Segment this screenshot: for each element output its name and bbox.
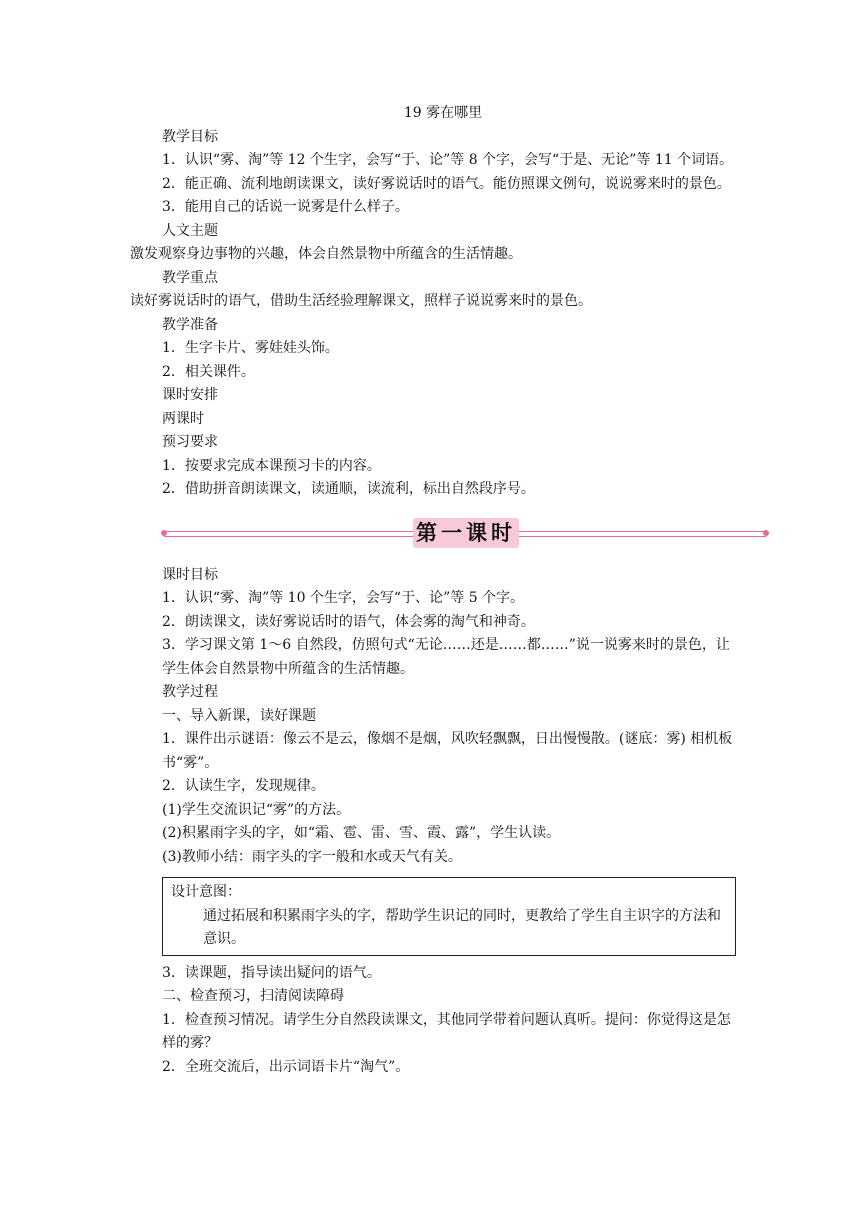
section-heading: 教学准备 bbox=[162, 316, 218, 333]
lesson-title: 19 雾在哪里 bbox=[403, 105, 483, 121]
paragraph: 3．学习课文第 1～6 自然段，仿照句式“无论……还是……都……”说一说雾来时的景色，让学生体会自然景物中所蕴含的生活情趣。 bbox=[162, 637, 730, 677]
section-heading: 人文主题 bbox=[162, 222, 218, 239]
design-intent-box bbox=[162, 877, 736, 956]
design-intent-heading: 设计意图： bbox=[171, 884, 241, 900]
paragraph: 1．认识“雾、淘”等 10 个生字，会写“于、论”等 5 个字。 bbox=[162, 590, 525, 606]
paragraph: 1．课件出示谜语：像云不是云，像烟不是烟，风吹轻飘飘，日出慢慢散。(谜底：雾) 相机板书“雾”。 bbox=[162, 731, 733, 771]
subsection-heading: 一、导入新课，读好课题 bbox=[162, 707, 316, 724]
section-heading: 教学过程 bbox=[162, 684, 218, 700]
paragraph: 3．能用自己的话说一说雾是什么样子。 bbox=[162, 199, 409, 215]
subsection-heading: 二、检查预习，扫清阅读障碍 bbox=[162, 988, 344, 1004]
banner-dot-right bbox=[763, 530, 769, 536]
banner-dot-left bbox=[161, 530, 167, 536]
paragraph: (3)教师小结：雨字头的字一般和水或天气有关。 bbox=[162, 848, 462, 865]
section-heading: 教学重点 bbox=[162, 269, 218, 286]
lesson-banner bbox=[130, 516, 736, 558]
paragraph: 2．朗读课文，读好雾说话时的语气，体会雾的淘气和神奇。 bbox=[162, 613, 535, 630]
paragraph: 读好雾说话时的语气，借助生活经验理解课文，照样子说说雾来时的景色。 bbox=[130, 293, 592, 309]
paragraph: 2．相关课件。 bbox=[162, 363, 255, 380]
paragraph: 2．借助拼音朗读课文，读通顺，读流利，标出自然段序号。 bbox=[162, 481, 535, 497]
section-heading: 预习要求 bbox=[162, 434, 218, 450]
paragraph: 2．认读生字，发现规律。 bbox=[162, 778, 325, 794]
banner-label: 第一课时 bbox=[413, 518, 519, 548]
paragraph: 2．全班交流后，出示词语卡片“淘气”。 bbox=[162, 1058, 410, 1075]
paragraph: 1．检查预习情况。请学生分自然段读课文，其他同学带着问题认真听。提问：你觉得这是怎样的雾？ bbox=[162, 1011, 731, 1051]
paragraph: 1．生字卡片、雾娃娃头饰。 bbox=[162, 340, 339, 356]
section-heading: 课时安排 bbox=[162, 387, 218, 403]
section-heading: 教学目标 bbox=[162, 128, 218, 145]
paragraph: (1)学生交流识记“雾”的方法。 bbox=[162, 801, 351, 818]
paragraph: 3．读课题，指导读出疑问的语气。 bbox=[162, 964, 381, 981]
document-page bbox=[130, 102, 736, 1079]
paragraph: 激发观察身边事物的兴趣，体会自然景物中所蕴含的生活情趣。 bbox=[130, 246, 522, 262]
paragraph: 2．能正确、流利地朗读课文，读好雾说话时的语气。能仿照课文例句，说说雾来时的景色。 bbox=[162, 175, 731, 192]
paragraph: 1．认识“雾、淘”等 12 个生字，会写“于、论”等 8 个字，会写“于是、无论”等 11 个词语。 bbox=[162, 152, 734, 168]
section-heading: 课时目标 bbox=[162, 566, 218, 583]
paragraph: 1．按要求完成本课预习卡的内容。 bbox=[162, 457, 381, 474]
design-intent-text: 通过拓展和积累雨字头的字，帮助学生识记的同时，更教给了学生自主识字的方法和意识。 bbox=[203, 907, 721, 947]
paragraph: 两课时 bbox=[162, 410, 204, 427]
paragraph: (2)积累雨字头的字，如“霜、雹、雷、雪、霞、露”，学生认读。 bbox=[162, 825, 561, 841]
